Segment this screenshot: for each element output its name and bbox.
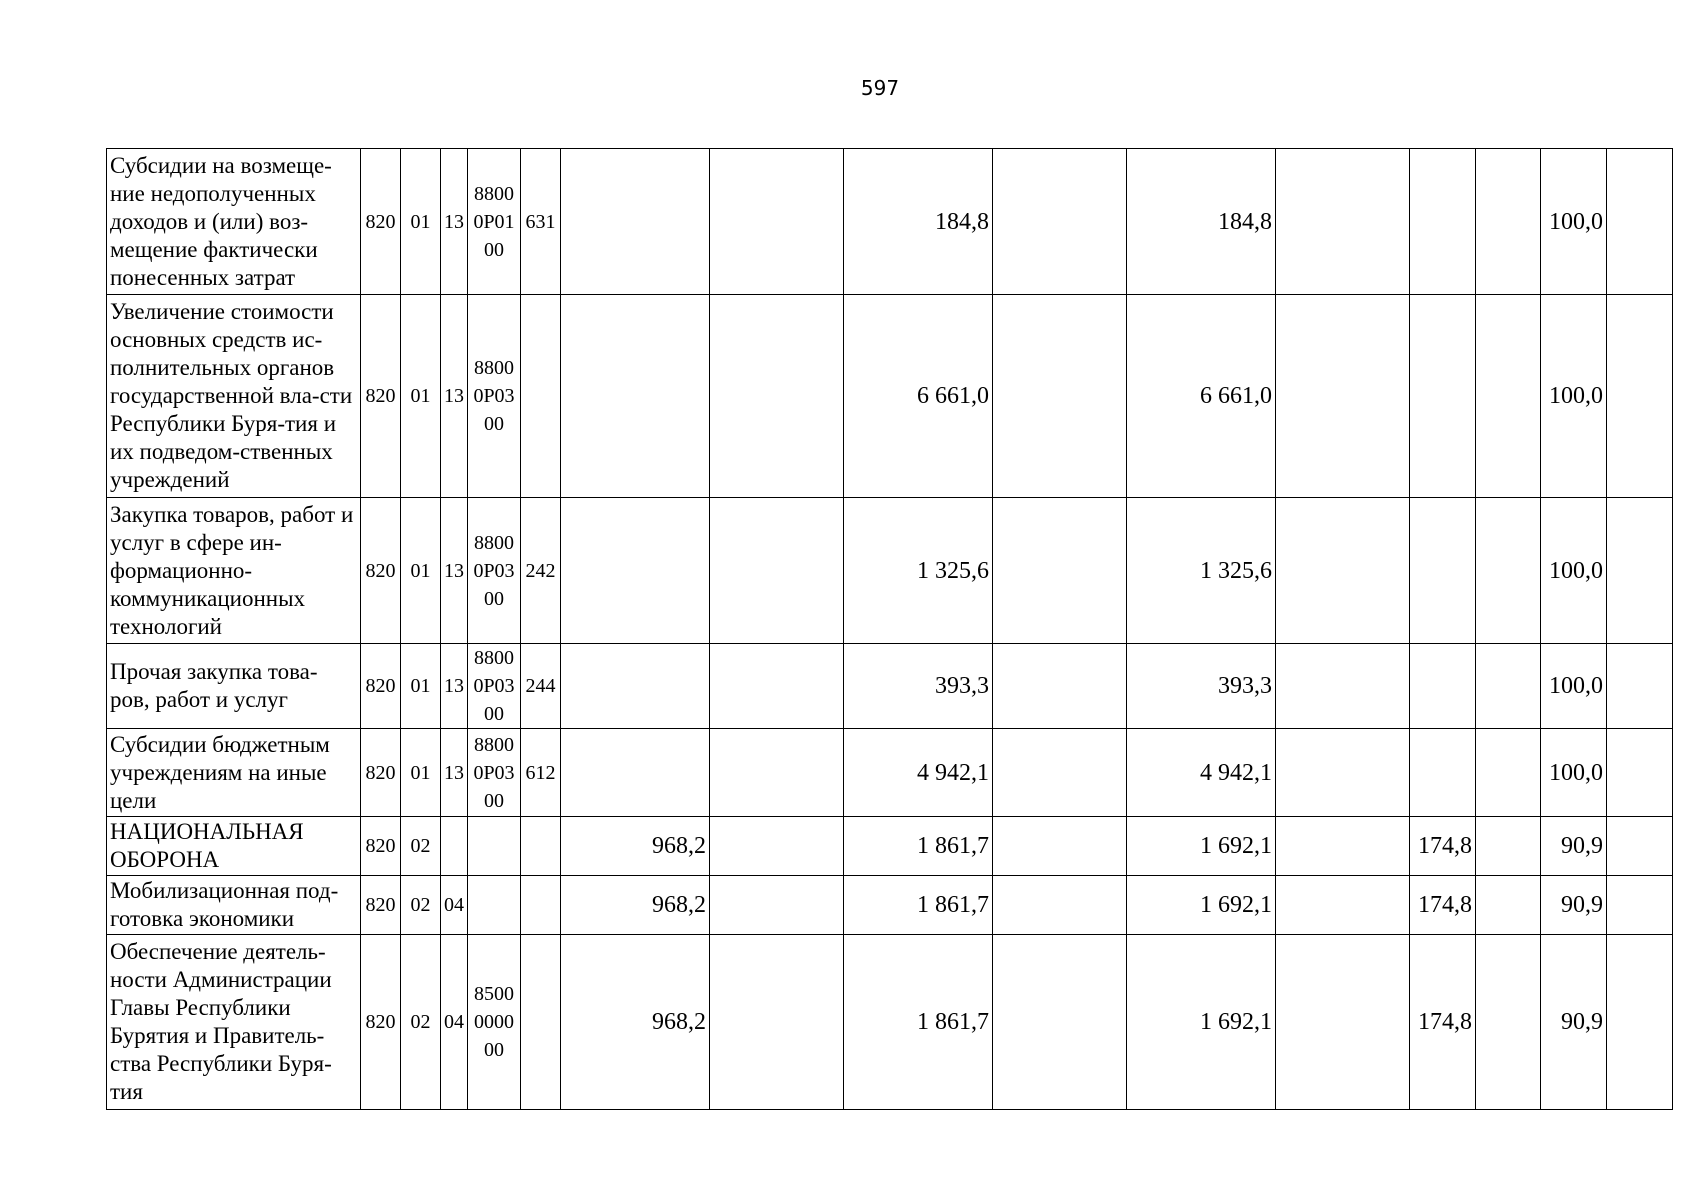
amount-col-9: 90,9 bbox=[1541, 817, 1607, 876]
amount-col-3: 184,8 bbox=[844, 149, 993, 295]
row-description: Мобилизационная под-готовка экономики bbox=[107, 876, 361, 935]
amount-col-1 bbox=[561, 295, 710, 498]
amount-col-6 bbox=[1276, 295, 1410, 498]
amount-col-4 bbox=[993, 498, 1127, 644]
amount-col-6 bbox=[1276, 817, 1410, 876]
expense-type-code bbox=[521, 295, 561, 498]
subsection-code: 04 bbox=[441, 935, 468, 1110]
amount-col-3: 1 861,7 bbox=[844, 817, 993, 876]
amount-col-2 bbox=[710, 935, 844, 1110]
ministry-code: 820 bbox=[361, 817, 401, 876]
amount-col-10 bbox=[1607, 644, 1673, 729]
row-description: Увеличение стоимости основных средств ис-полнительных органов государственной вла-сти Республики Буря-тия и их подведом-ственных учреждений bbox=[107, 295, 361, 498]
amount-col-7: 174,8 bbox=[1410, 935, 1476, 1110]
row-description: Субсидии на возмеще-ние недополученных доходов и (или) воз-мещение фактически понесенных затрат bbox=[107, 149, 361, 295]
amount-col-1 bbox=[561, 644, 710, 729]
section-code: 01 bbox=[401, 644, 441, 729]
amount-col-2 bbox=[710, 498, 844, 644]
expense-type-code: 244 bbox=[521, 644, 561, 729]
amount-col-5: 4 942,1 bbox=[1127, 729, 1276, 817]
amount-col-1: 968,2 bbox=[561, 817, 710, 876]
section-code: 02 bbox=[401, 817, 441, 876]
row-description: Субсидии бюджетным учреждениям на иные цели bbox=[107, 729, 361, 817]
amount-col-4 bbox=[993, 876, 1127, 935]
amount-col-5: 1 692,1 bbox=[1127, 935, 1276, 1110]
amount-col-8 bbox=[1476, 149, 1541, 295]
amount-col-6 bbox=[1276, 876, 1410, 935]
table-row bbox=[107, 149, 1673, 295]
target-article-code: 8800 0P01 00 bbox=[468, 149, 521, 295]
section-code: 02 bbox=[401, 876, 441, 935]
ministry-code: 820 bbox=[361, 876, 401, 935]
amount-col-8 bbox=[1476, 935, 1541, 1110]
amount-col-8 bbox=[1476, 295, 1541, 498]
ministry-code: 820 bbox=[361, 295, 401, 498]
amount-col-10 bbox=[1607, 498, 1673, 644]
amount-col-3: 393,3 bbox=[844, 644, 993, 729]
amount-col-2 bbox=[710, 149, 844, 295]
page-number: 597 bbox=[860, 76, 900, 100]
ministry-code: 820 bbox=[361, 729, 401, 817]
amount-col-1: 968,2 bbox=[561, 876, 710, 935]
row-description: Прочая закупка това-ров, работ и услуг bbox=[107, 644, 361, 729]
expense-type-code bbox=[521, 876, 561, 935]
amount-col-4 bbox=[993, 149, 1127, 295]
expense-type-code bbox=[521, 935, 561, 1110]
amount-col-8 bbox=[1476, 498, 1541, 644]
budget-table bbox=[106, 148, 1673, 1110]
amount-col-9: 100,0 bbox=[1541, 644, 1607, 729]
table-row bbox=[107, 644, 1673, 729]
amount-col-3: 6 661,0 bbox=[844, 295, 993, 498]
amount-col-3: 4 942,1 bbox=[844, 729, 993, 817]
amount-col-7 bbox=[1410, 295, 1476, 498]
amount-col-1: 968,2 bbox=[561, 935, 710, 1110]
expense-type-code: 612 bbox=[521, 729, 561, 817]
amount-col-9: 100,0 bbox=[1541, 295, 1607, 498]
amount-col-3: 1 325,6 bbox=[844, 498, 993, 644]
amount-col-10 bbox=[1607, 935, 1673, 1110]
target-article-code: 8800 0P03 00 bbox=[468, 295, 521, 498]
table-row bbox=[107, 817, 1673, 876]
amount-col-10 bbox=[1607, 729, 1673, 817]
expense-type-code: 242 bbox=[521, 498, 561, 644]
amount-col-10 bbox=[1607, 817, 1673, 876]
amount-col-4 bbox=[993, 935, 1127, 1110]
target-article-code bbox=[468, 817, 521, 876]
target-article-code: 8500 0000 00 bbox=[468, 935, 521, 1110]
amount-col-4 bbox=[993, 817, 1127, 876]
amount-col-2 bbox=[710, 295, 844, 498]
ministry-code: 820 bbox=[361, 935, 401, 1110]
amount-col-5: 184,8 bbox=[1127, 149, 1276, 295]
amount-col-5: 393,3 bbox=[1127, 644, 1276, 729]
amount-col-5: 6 661,0 bbox=[1127, 295, 1276, 498]
amount-col-7: 174,8 bbox=[1410, 817, 1476, 876]
table-row bbox=[107, 498, 1673, 644]
amount-col-8 bbox=[1476, 644, 1541, 729]
amount-col-5: 1 325,6 bbox=[1127, 498, 1276, 644]
amount-col-7 bbox=[1410, 149, 1476, 295]
amount-col-9: 100,0 bbox=[1541, 149, 1607, 295]
table-row bbox=[107, 295, 1673, 498]
amount-col-2 bbox=[710, 817, 844, 876]
target-article-code: 8800 0P03 00 bbox=[468, 644, 521, 729]
target-article-code: 8800 0P03 00 bbox=[468, 498, 521, 644]
amount-col-6 bbox=[1276, 498, 1410, 644]
subsection-code: 13 bbox=[441, 729, 468, 817]
amount-col-5: 1 692,1 bbox=[1127, 876, 1276, 935]
amount-col-8 bbox=[1476, 817, 1541, 876]
table-row bbox=[107, 876, 1673, 935]
amount-col-4 bbox=[993, 644, 1127, 729]
amount-col-3: 1 861,7 bbox=[844, 876, 993, 935]
amount-col-2 bbox=[710, 876, 844, 935]
amount-col-8 bbox=[1476, 729, 1541, 817]
amount-col-2 bbox=[710, 729, 844, 817]
amount-col-5: 1 692,1 bbox=[1127, 817, 1276, 876]
subsection-code: 04 bbox=[441, 876, 468, 935]
table-row bbox=[107, 729, 1673, 817]
subsection-code: 13 bbox=[441, 149, 468, 295]
section-code: 02 bbox=[401, 935, 441, 1110]
amount-col-2 bbox=[710, 644, 844, 729]
expense-type-code bbox=[521, 817, 561, 876]
amount-col-4 bbox=[993, 295, 1127, 498]
amount-col-7: 174,8 bbox=[1410, 876, 1476, 935]
amount-col-6 bbox=[1276, 149, 1410, 295]
ministry-code: 820 bbox=[361, 498, 401, 644]
row-description: Обеспечение деятель-ности Администрации Главы Республики Бурятия и Правитель-ства Республики Буря-тия bbox=[107, 935, 361, 1110]
amount-col-4 bbox=[993, 729, 1127, 817]
amount-col-1 bbox=[561, 498, 710, 644]
row-description: Закупка товаров, работ и услуг в сфере ин-формационно-коммуникационных технологий bbox=[107, 498, 361, 644]
amount-col-6 bbox=[1276, 935, 1410, 1110]
amount-col-1 bbox=[561, 149, 710, 295]
expense-type-code: 631 bbox=[521, 149, 561, 295]
amount-col-10 bbox=[1607, 149, 1673, 295]
amount-col-9: 90,9 bbox=[1541, 876, 1607, 935]
amount-col-10 bbox=[1607, 876, 1673, 935]
ministry-code: 820 bbox=[361, 149, 401, 295]
subsection-code: 13 bbox=[441, 295, 468, 498]
section-code: 01 bbox=[401, 149, 441, 295]
target-article-code bbox=[468, 876, 521, 935]
amount-col-7 bbox=[1410, 498, 1476, 644]
amount-col-7 bbox=[1410, 729, 1476, 817]
amount-col-10 bbox=[1607, 295, 1673, 498]
section-code: 01 bbox=[401, 498, 441, 644]
section-code: 01 bbox=[401, 729, 441, 817]
target-article-code: 8800 0P03 00 bbox=[468, 729, 521, 817]
amount-col-1 bbox=[561, 729, 710, 817]
amount-col-9: 90,9 bbox=[1541, 935, 1607, 1110]
amount-col-6 bbox=[1276, 644, 1410, 729]
amount-col-8 bbox=[1476, 876, 1541, 935]
section-code: 01 bbox=[401, 295, 441, 498]
subsection-code bbox=[441, 817, 468, 876]
subsection-code: 13 bbox=[441, 498, 468, 644]
amount-col-9: 100,0 bbox=[1541, 498, 1607, 644]
table-row bbox=[107, 935, 1673, 1110]
ministry-code: 820 bbox=[361, 644, 401, 729]
amount-col-9: 100,0 bbox=[1541, 729, 1607, 817]
row-description: НАЦИОНАЛЬНАЯ ОБОРОНА bbox=[107, 817, 361, 876]
amount-col-7 bbox=[1410, 644, 1476, 729]
amount-col-3: 1 861,7 bbox=[844, 935, 993, 1110]
amount-col-6 bbox=[1276, 729, 1410, 817]
subsection-code: 13 bbox=[441, 644, 468, 729]
